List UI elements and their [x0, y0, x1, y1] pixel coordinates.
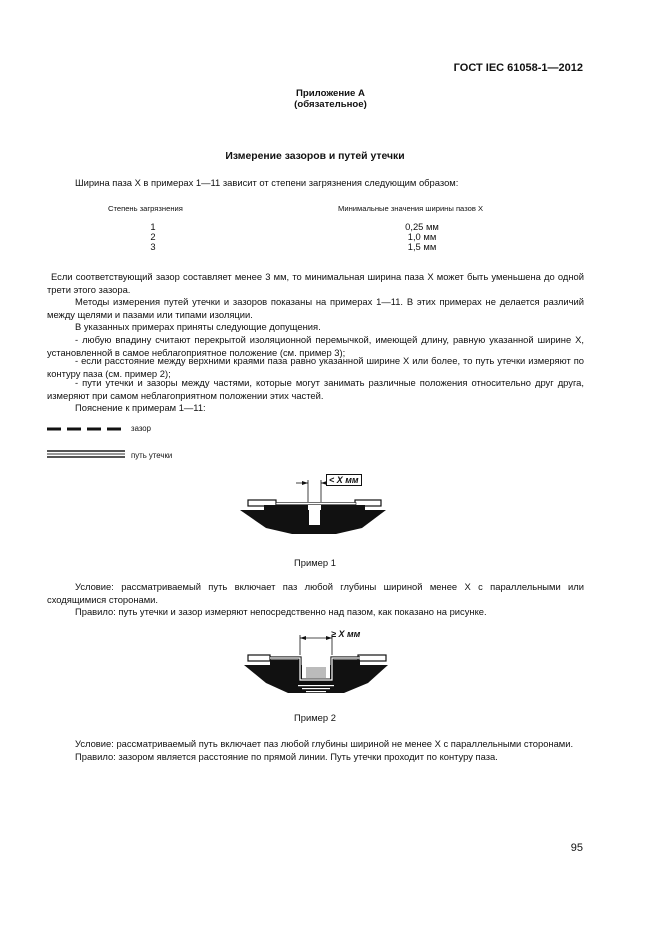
example1-dimension-label: < X мм: [326, 474, 362, 486]
page-number: 95: [570, 842, 583, 854]
intro-text: Ширина паза X в примерах 1—11 зависит от степени загрязнения следующим образом:: [75, 177, 459, 188]
appendix-status: (обязательное): [294, 99, 367, 110]
example1-figure: [236, 472, 396, 540]
table-cell-degree: 1: [150, 221, 156, 232]
example2-caption: Пример 2: [294, 712, 336, 723]
table-cell-degree: 2: [150, 231, 156, 242]
table-cell-width: 1,0 мм: [407, 231, 437, 242]
example1-rule: Правило: путь утечки и зазор измеряют непосредственно над пазом, как показано на рисунке.: [75, 606, 487, 617]
paragraph: - пути утечки и зазоры между частями, которые могут занимать различные положения относительно друг друга, измеряют при самом неблагоприятном положении этих частей.: [47, 377, 584, 401]
paragraph: Если соответствующий зазор составляет менее 3 мм, то минимальная ширина паза X может быть уменьшена до одной трети этого зазора.: [47, 271, 584, 295]
table-header-degree: Степень загрязнения: [108, 204, 183, 213]
paragraph: - если расстояние между верхними краями паза равно указанной ширине X или более, то путь утечки измеряют по контуру паза (см. пример 2);: [47, 355, 584, 379]
example2-rule: Правило: зазором является расстояние по прямой линии. Путь утечки проходит по контуру паза.: [75, 751, 498, 762]
example2-figure: [240, 625, 400, 700]
example2-dimension-label: ≥ X мм: [331, 629, 361, 639]
standard-id: ГОСТ IEC 61058-1—2012: [453, 62, 583, 74]
paragraph: Методы измерения путей утечки и зазоров показаны на примерах 1—11. В этих примерах не делается различий между щелями и пазами или типами изоляции.: [47, 296, 584, 320]
table-header-width: Минимальные значения ширины пазов X: [338, 204, 484, 213]
table-cell-width: 1,5 мм: [407, 241, 437, 252]
table-cell-degree: 3: [150, 241, 156, 252]
paragraph: Пояснение к примерам 1—11:: [75, 402, 206, 413]
example2-condition: Условие: рассматриваемый путь включает паз любой глубины шириной не менее X с параллельными сторонами.: [75, 738, 574, 749]
appendix-title: Приложение А: [296, 88, 365, 99]
paragraph: - любую впадину считают перекрытой изоляционной перемычкой, имеющей длину, равную указанной ширине X, установленной в самое неблагоприятное положение (см. пример 3);: [47, 334, 584, 358]
creepage-legend-label: путь утечки: [131, 451, 173, 460]
example1-condition: Условие: рассматриваемый путь включает паз любой глубины шириной менее X с параллельными или сходящимися сторонами.: [47, 581, 584, 605]
clearance-legend-label: зазор: [131, 424, 151, 433]
table-cell-width: 0,25 мм: [405, 221, 439, 232]
section-title: Измерение зазоров и путей утечки: [225, 151, 405, 162]
creepage-legend-line: [47, 449, 127, 461]
paragraph: В указанных примерах приняты следующие допущения.: [75, 321, 321, 332]
example1-caption: Пример 1: [294, 557, 336, 568]
clearance-legend-line: [47, 424, 127, 436]
